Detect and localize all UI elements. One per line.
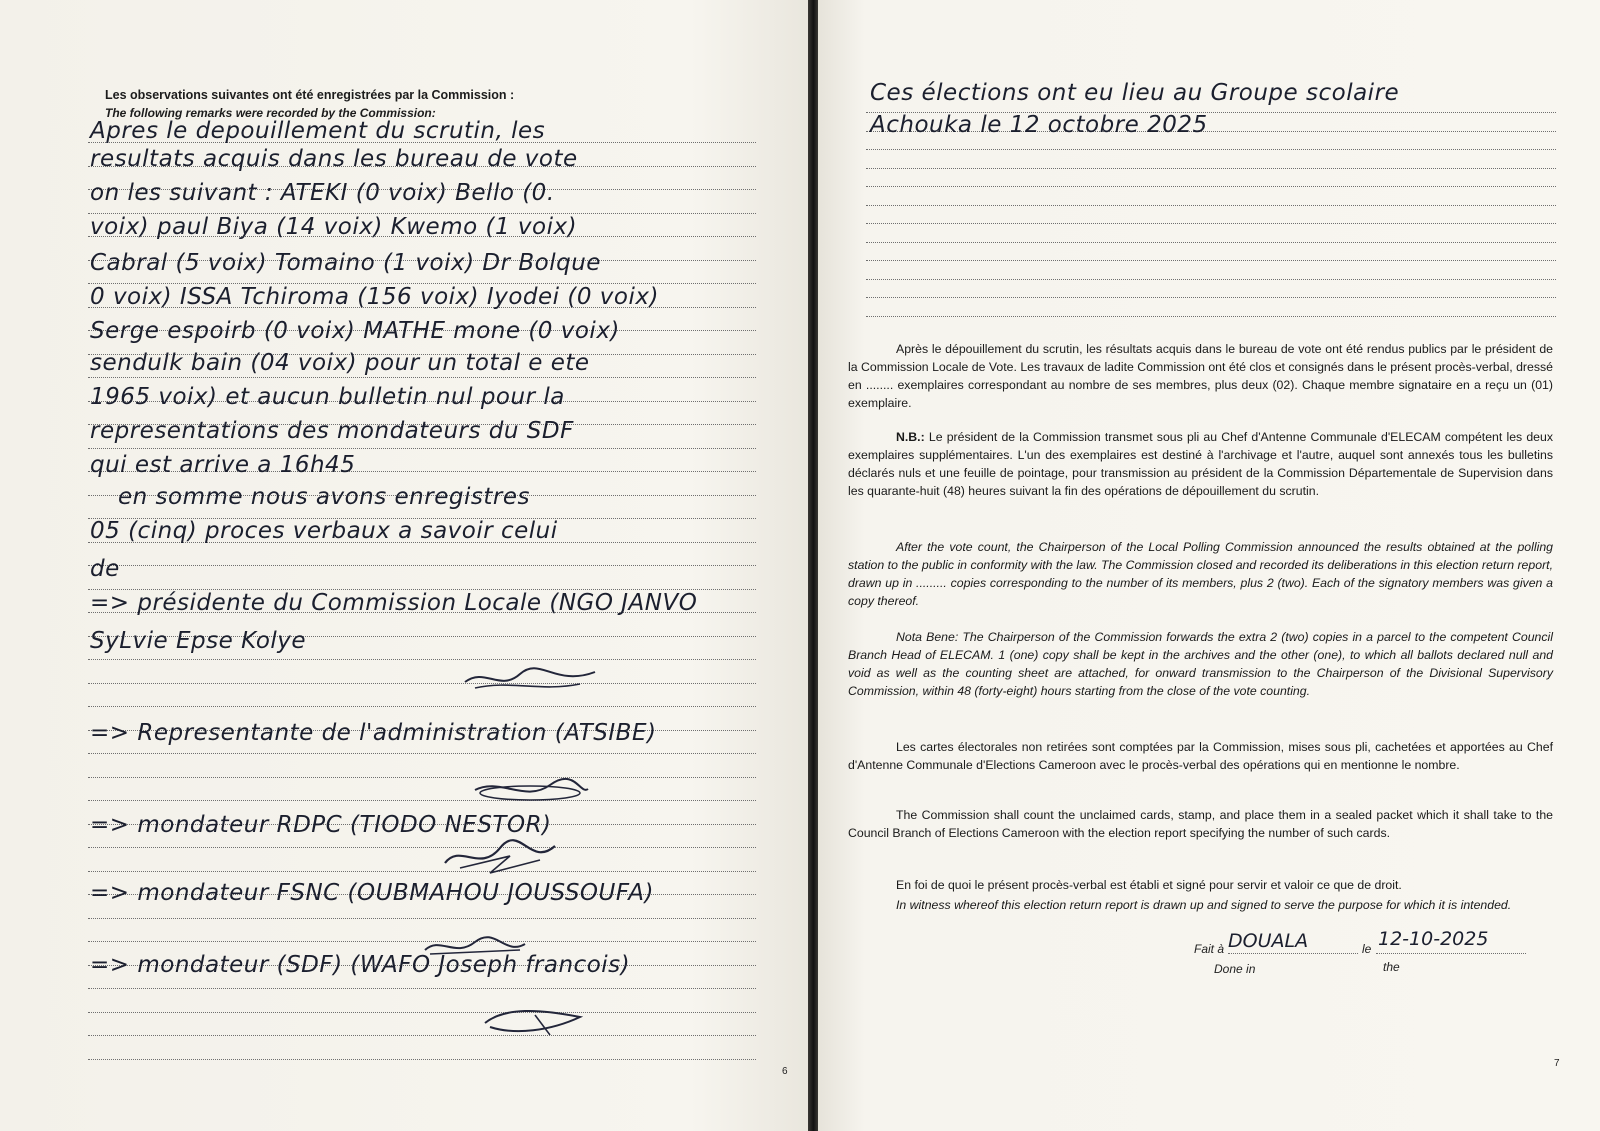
ruled-line	[866, 149, 1556, 150]
handwritten-line: representations des mondateurs du SDF	[90, 418, 574, 444]
ruled-line	[88, 871, 756, 872]
the-label: the	[1383, 960, 1400, 974]
para-en-nota-bene: Nota Bene: The Chairperson of the Commission forwards the extra 2 (two) copies in a parcel to the competent Council Branch Head of ELECAM. 1 (one) copy shall be kept in the archives and the other (one), to which all ballots declared null and void as well as the counting sheet are attached, for onward transmission to the Chairperson of the Divisional Supervisory Commission, within 48 (forty-eight) hours starting from the close of the vote counting.	[848, 630, 1553, 698]
observations-heading	[105, 88, 514, 120]
ruled-line	[866, 297, 1556, 298]
handwritten-line: => mondateur RDPC (TIODO NESTOR)	[90, 812, 552, 838]
ruled-line	[88, 800, 756, 801]
heading-en: The following remarks were recorded by the Commission:	[105, 106, 436, 120]
left-page-number: 6	[782, 1066, 788, 1077]
ruled-line	[88, 1035, 756, 1036]
done-in-label: Done in	[1214, 962, 1256, 976]
ruled-line	[88, 1012, 756, 1013]
handwritten-line: => mondateur FSNC (OUBMAHOU JOUSSOUFA)	[90, 880, 654, 906]
handwritten-line: Achouka le 12 octobre 2025	[870, 112, 1208, 138]
handwritten-line: de	[90, 556, 120, 582]
signature-sdf	[480, 1005, 590, 1039]
signature-rdpc	[440, 838, 560, 878]
ruled-line	[88, 753, 756, 754]
handwritten-line: Cabral (5 voix) Tomaino (1 voix) Dr Bolque	[90, 250, 601, 276]
ruled-line	[866, 223, 1556, 224]
handwritten-line: => présidente du Commission Locale (NGO JANVO	[90, 590, 698, 616]
ruled-line	[866, 260, 1556, 261]
date-underline	[1376, 953, 1526, 954]
le-label: le	[1362, 942, 1372, 956]
handwritten-line: sendulk bain (04 voix) pour un total e ete	[90, 350, 590, 376]
handwritten-line: 1965 voix) et aucun bulletin nul pour la	[90, 384, 565, 410]
ruled-line	[866, 186, 1556, 187]
ruled-line	[88, 683, 756, 684]
ruled-line	[88, 565, 756, 566]
handwritten-line: qui est arrive a 16h45	[90, 452, 356, 478]
ruled-line	[88, 659, 756, 660]
ruled-line	[866, 205, 1556, 206]
ruled-line	[88, 1059, 756, 1060]
handwritten-line: voix) paul Biya (14 voix) Kwemo (1 voix)	[90, 214, 578, 240]
right-page	[818, 0, 1600, 1131]
ruled-line	[866, 168, 1556, 169]
place-underline	[1228, 953, 1358, 954]
ruled-line	[88, 706, 756, 707]
handwritten-line: Apres le depouillement du scrutin, les	[90, 118, 546, 144]
ruled-line	[866, 242, 1556, 243]
ruled-line	[88, 988, 756, 989]
ruled-line	[88, 448, 756, 449]
handwritten-line: Ces élections ont eu lieu au Groupe scolaire	[870, 80, 1400, 106]
heading-fr: Les observations suivantes ont été enregistrées par la Commission :	[105, 88, 515, 102]
ruled-line	[866, 279, 1556, 280]
fait-a-label: Fait à	[1194, 942, 1225, 956]
handwritten-line: on les suivant : ATEKI (0 voix) Bello (0.	[90, 180, 555, 206]
ruled-line	[866, 316, 1556, 317]
handwritten-line: => mondateur (SDF) (WAFO Joseph francois)	[90, 952, 631, 978]
ruled-line	[88, 377, 756, 378]
handwritten-line: 0 voix) ISSA Tchiroma (156 voix) Iyodei (0 voix)	[90, 284, 659, 310]
place-value: DOUALA	[1228, 930, 1309, 952]
ruled-line	[88, 918, 756, 919]
signature-administration	[470, 775, 590, 805]
handwritten-line: en somme nous avons enregistres	[118, 484, 530, 510]
para-en-results: After the vote count, the Chairperson of the Local Polling Commission announced the results obtained at the polling station to the public in conformity with the law. The Commission closed and recorded its deliberations in this election return report, drawn up in ......... copies corresponding to the number of its members, plus 2 (two). Each of the signatory members was given a copy thereof.	[848, 540, 1553, 608]
ruled-line	[88, 777, 756, 778]
para-fr-nb: N.B.: Le président de la Commission transmet sous pli au Chef d'Antenne Communale d'ELECAM compétent les deux exemplaires supplémentaires. L'un des exemplaires est destiné à l'archivage et l'autre, auquel sont annexés tous les bulletins déclarés nuls et une feuille de pointage, pour transmission au président de la Commission Départementale de Supervision dans les quarante-huit (48) heures suivant la fin des opérations de dépouillement du scrutin.	[848, 430, 1554, 498]
para-fr-results: Après le dépouillement du scrutin, les résultats acquis dans le bureau de vote ont été rendus publics par le président de la Commission Locale de Vote. Les travaux de ladite Commission ont été clos et consignés dans le présent procès-verbal, dressé en ........ exemplaires correspondant au nombre de ses membres, plus deux (02). Chaque membre signataire en a reçu un (01) exemplaire.	[848, 342, 1553, 410]
para-en-witness: In witness whereof this election return report is drawn up and signed to serve the purpose for which it is intended.	[896, 898, 1512, 912]
handwritten-line: 05 (cinq) proces verbaux a savoir celui	[90, 518, 558, 544]
handwritten-line: resultats acquis dans les bureau de vote	[90, 146, 578, 172]
signature-fsnc	[420, 932, 530, 962]
handwritten-line: Serge espoirb (0 voix) MATHE mone (0 voix)	[90, 318, 620, 344]
para-en-cards: The Commission shall count the unclaimed cards, stamp, and place them in a sealed packet which it shall take to the Council Branch of Elections Cameroon with the election report specifying the number of such cards.	[848, 808, 1553, 840]
signature-presidente	[460, 662, 600, 698]
handwritten-line: => Representante de l'administration (ATSIBE)	[90, 720, 657, 746]
ruled-line	[88, 847, 756, 848]
date-value: 12-10-2025	[1378, 928, 1489, 950]
para-fr-witness: En foi de quoi le présent procès-verbal est établi et signé pour servir et valoir ce que de droit.	[896, 878, 1402, 892]
para-fr-cards: Les cartes électorales non retirées sont comptées par la Commission, mises sous pli, cachetées et apportées au Chef d'Antenne Communale d'Elections Cameroon avec le procès-verbal des opérations qui en mentionne le nombre.	[848, 740, 1553, 772]
right-page-number: 7	[1554, 1058, 1560, 1069]
handwritten-line: SyLvie Epse Kolye	[90, 628, 307, 654]
